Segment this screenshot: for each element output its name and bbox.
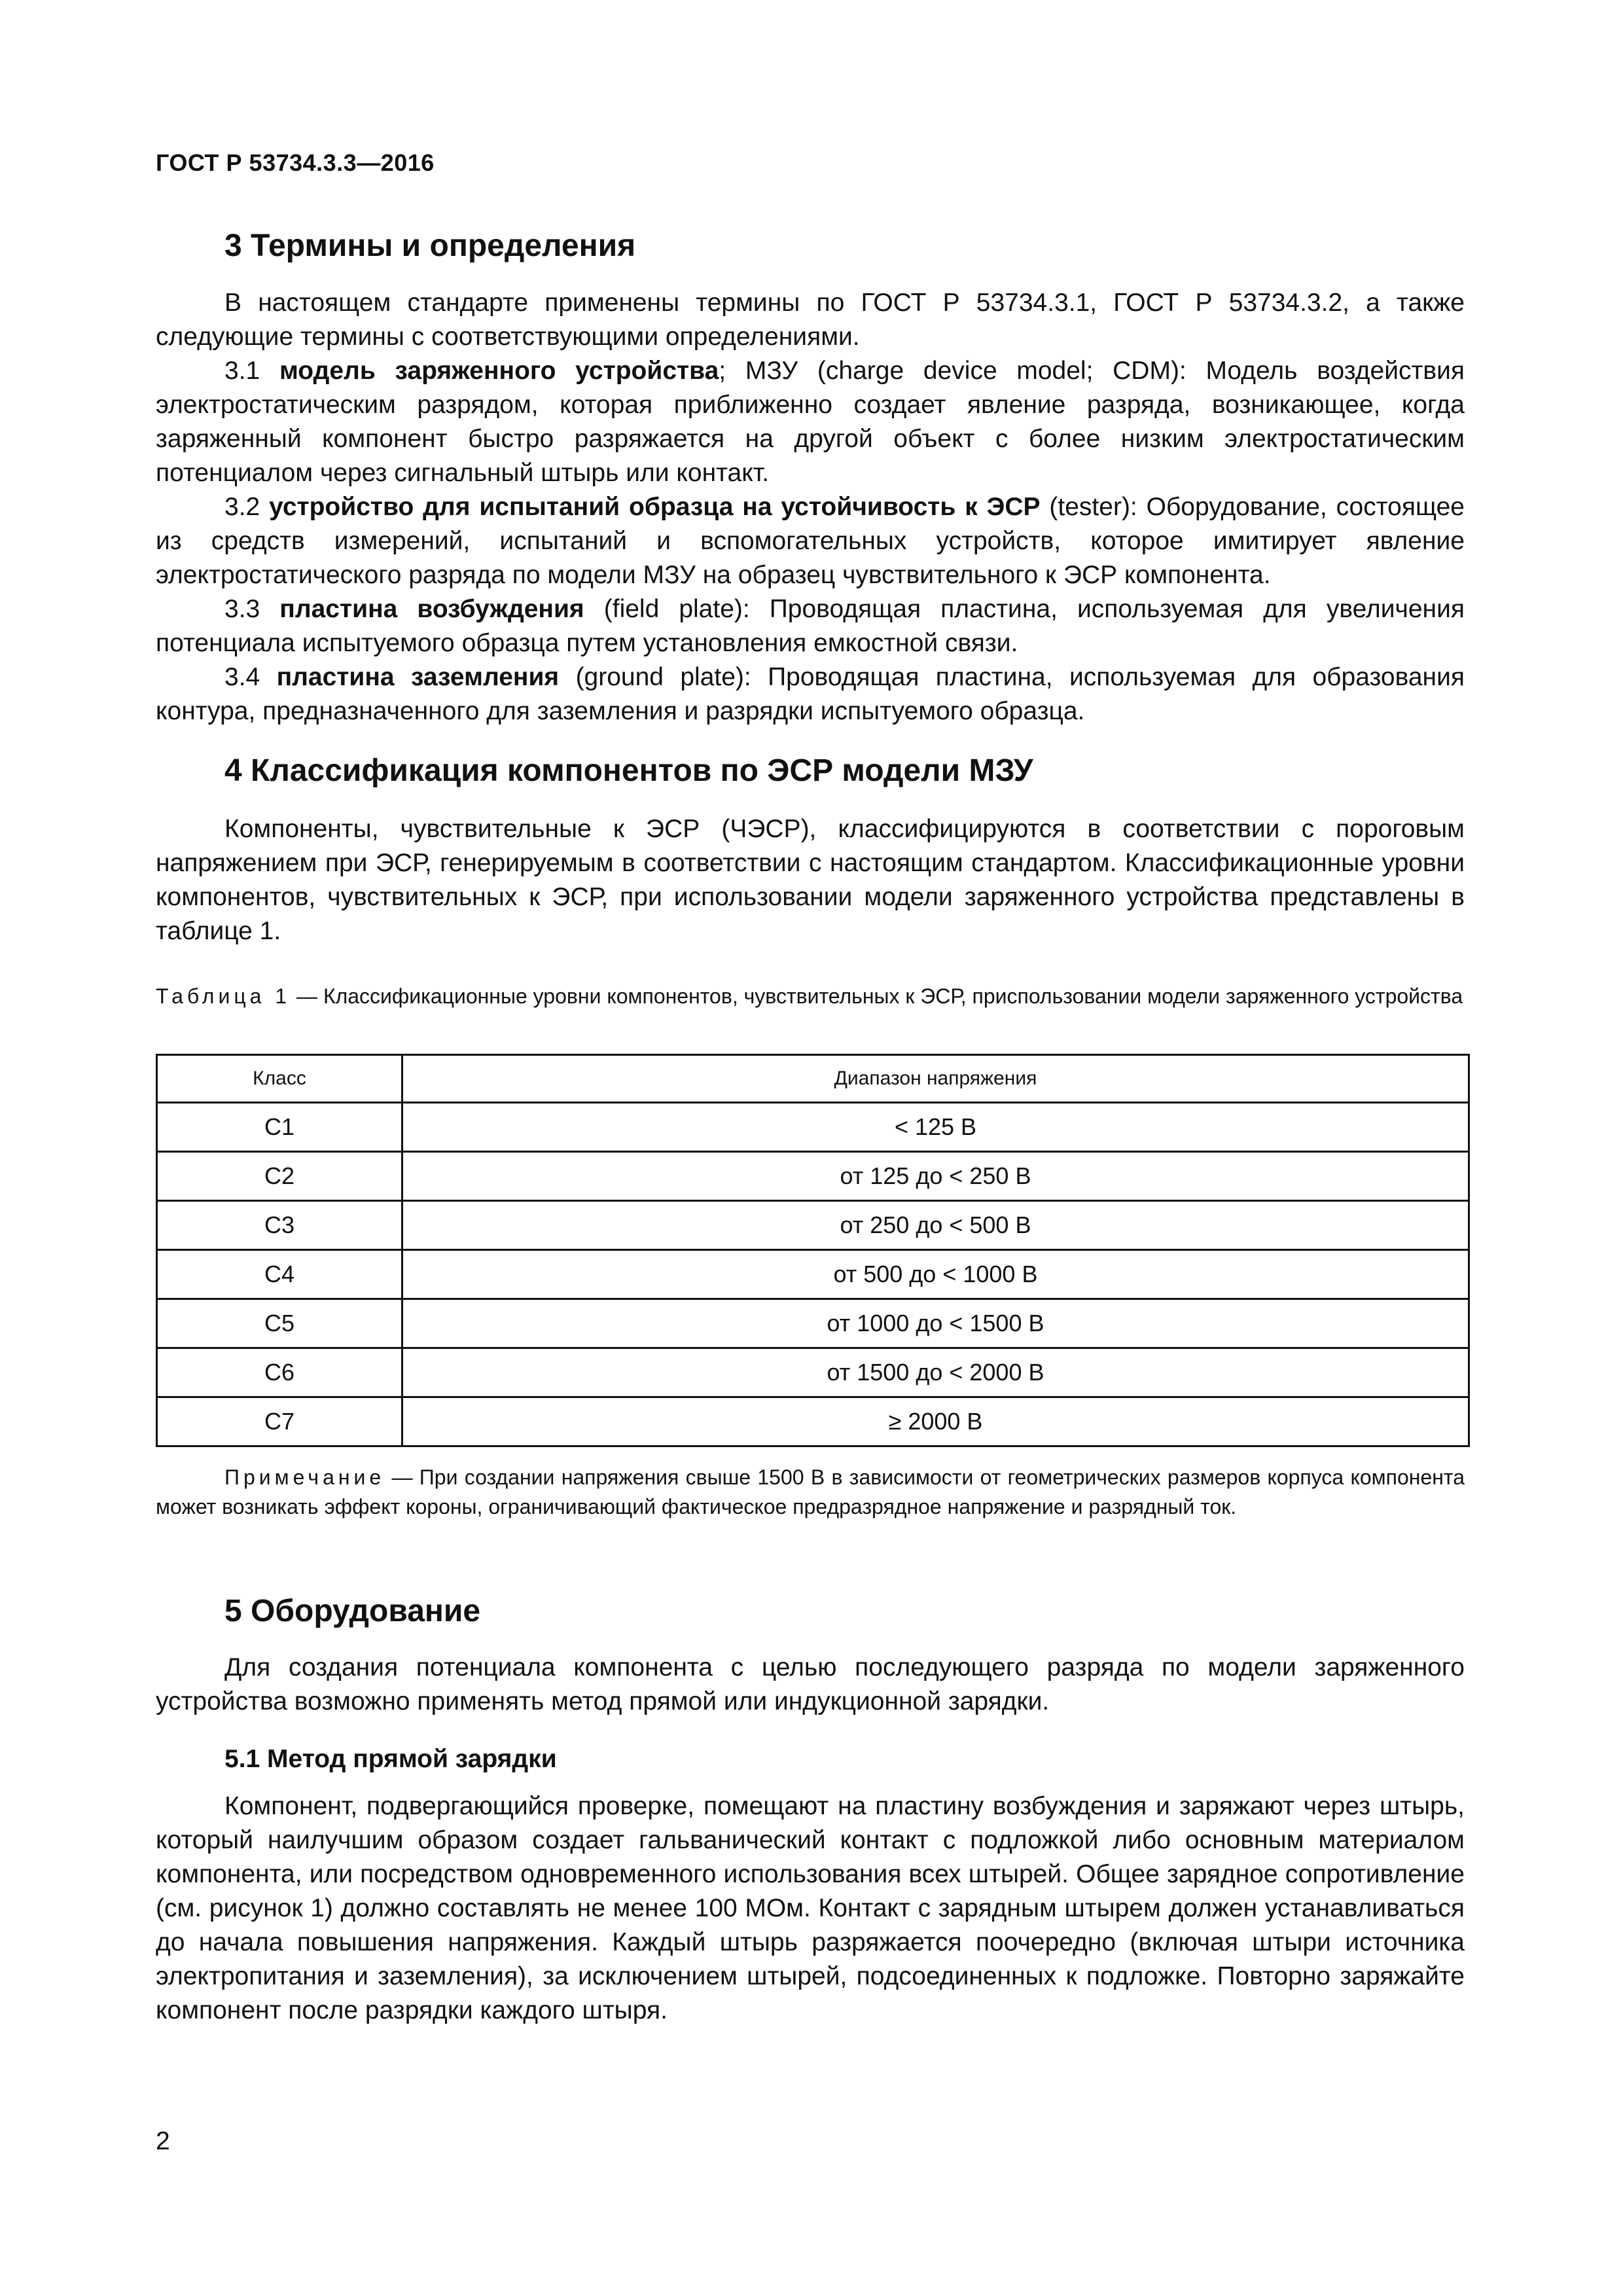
table-row bbox=[157, 1250, 1469, 1299]
table-header-row bbox=[157, 1055, 1469, 1103]
class-cell: C7 bbox=[157, 1397, 402, 1446]
table-row bbox=[157, 1152, 1469, 1201]
note-label: Примечание bbox=[224, 1465, 385, 1489]
term-3-2-title: устройство для испытаний образца на устойчивость к ЭСР bbox=[269, 493, 1041, 521]
subsection-5-1-heading: 5.1 Метод прямой зарядки bbox=[224, 1745, 557, 1773]
voltage-cell: < 125 В bbox=[402, 1103, 1469, 1152]
term-3-3-definition: (field plate): Проводящая пластина, используемая для увеличения потенциала испытуемого образца путем установления емкостной связи. bbox=[156, 595, 1465, 657]
table-1-caption bbox=[156, 982, 1465, 1011]
term-3-1-title: модель заряженного устройства bbox=[279, 357, 719, 385]
section-5-heading: 5 Оборудование bbox=[224, 1594, 481, 1628]
document-code: ГОСТ Р 53734.3.3—2016 bbox=[156, 149, 435, 176]
voltage-cell: от 1500 до < 2000 В bbox=[402, 1348, 1469, 1397]
term-3-1 bbox=[156, 354, 1465, 490]
term-3-2-number: 3.2 bbox=[224, 493, 270, 521]
term-3-4-definition: (ground plate): Проводящая пластина, используемая для образования контура, предназначенного для заземления и разрядки испытуемого образца. bbox=[156, 663, 1465, 725]
page-number: 2 bbox=[156, 2127, 170, 2155]
class-cell: C1 bbox=[157, 1103, 402, 1152]
voltage-cell: от 250 до < 500 В bbox=[402, 1201, 1469, 1250]
class-cell: C4 bbox=[157, 1250, 402, 1299]
voltage-cell: ≥ 2000 В bbox=[402, 1397, 1469, 1446]
term-3-3 bbox=[156, 592, 1465, 660]
term-3-1-number: 3.1 bbox=[224, 357, 279, 385]
voltage-cell: от 1000 до < 1500 В bbox=[402, 1299, 1469, 1348]
table-1-label: Таблица 1 bbox=[156, 984, 291, 1008]
term-3-4 bbox=[156, 660, 1465, 728]
voltage-cell: от 125 до < 250 В bbox=[402, 1152, 1469, 1201]
header-voltage-range: Диапазон напряжения bbox=[402, 1055, 1469, 1103]
table-row bbox=[157, 1299, 1469, 1348]
classification-table bbox=[156, 1054, 1470, 1447]
term-3-3-number: 3.3 bbox=[224, 595, 280, 623]
section-3-heading: 3 Термины и определения bbox=[224, 228, 636, 263]
table-row bbox=[157, 1201, 1469, 1250]
class-cell: C5 bbox=[157, 1299, 402, 1348]
table-1-caption-text: — Классификационные уровни компонентов, чувствительных к ЭСР, приспользовании модели заряженного устройства bbox=[291, 984, 1463, 1008]
table-row bbox=[157, 1397, 1469, 1446]
class-cell: C3 bbox=[157, 1201, 402, 1250]
header-class: Класс bbox=[157, 1055, 402, 1103]
term-3-3-title: пластина возбуждения bbox=[279, 595, 584, 623]
term-3-4-number: 3.4 bbox=[224, 663, 277, 691]
class-cell: C6 bbox=[157, 1348, 402, 1397]
section-4-heading: 4 Классификация компонентов по ЭСР модели МЗУ bbox=[224, 753, 1033, 788]
subsection-5-1-text: Компонент, подвергающийся проверке, помещают на пластину возбуждения и заряжают через штырь, который наилучшим образом создает гальванический контакт с подложкой либо основным материалом компонента, или посредством одновременного использования всех штырей. Общее зарядное сопротивление (см. рисунок 1) должно составлять не менее 100 МОм. Контакт с зарядным штырем должен устанавливаться до начала повышения напряжения. Каждый штырь разряжается поочередно (включая штыри источника электропитания и заземления), за исключением штырей, подсоединенных к подложке. Повторно заряжайте компонент после разрядки каждого штыря. bbox=[156, 1792, 1465, 2024]
table-row bbox=[157, 1103, 1469, 1152]
voltage-cell: от 500 до < 1000 В bbox=[402, 1250, 1469, 1299]
class-cell: C2 bbox=[157, 1152, 402, 1201]
table-row bbox=[157, 1348, 1469, 1397]
section-4-intro: Компоненты, чувствительные к ЭСР (ЧЭСР), классифицируются в соответствии с пороговым напряжением при ЭСР, генерируемым в соответствии с настоящим стандартом. Классификационные уровни компонентов, чувствительных к ЭСР, при использовании модели заряженного устройства представлены в таблице 1. bbox=[156, 815, 1465, 945]
section-3-intro: В настоящем стандарте применены термины по ГОСТ Р 53734.3.1, ГОСТ Р 53734.3.2, а также следующие термины с соответствующими определениями. bbox=[156, 289, 1465, 351]
term-3-2 bbox=[156, 490, 1465, 592]
term-3-1-definition: ; МЗУ (charge device model; CDM): Модель воздействия электростатическим разрядом, которая приближенно создает явление разряда, возникающее, когда заряженный компонент быстро разряжается на другой объект с более низким электростатическим потенциалом через сигнальный штырь или контакт. bbox=[156, 357, 1465, 487]
section-5-intro: Для создания потенциала компонента с целью последующего разряда по модели заряженного устройства возможно применять метод прямой или индукционной зарядки. bbox=[156, 1653, 1465, 1715]
note-text: — При создании напряжения свыше 1500 В в зависимости от геометрических размеров корпуса компонента может возникать эффект короны, ограничивающий фактическое предразрядное напряжение и разрядный ток. bbox=[156, 1465, 1465, 1518]
table-note bbox=[156, 1463, 1465, 1522]
term-3-2-definition: (tester): Оборудование, состоящее из средств измерений, испытаний и вспомогательных устройств, которое имитирует явление электростатического разряда по модели МЗУ на образец чувствительного к ЭСР компонента. bbox=[156, 493, 1465, 589]
term-3-4-title: пластина заземления bbox=[276, 663, 560, 691]
